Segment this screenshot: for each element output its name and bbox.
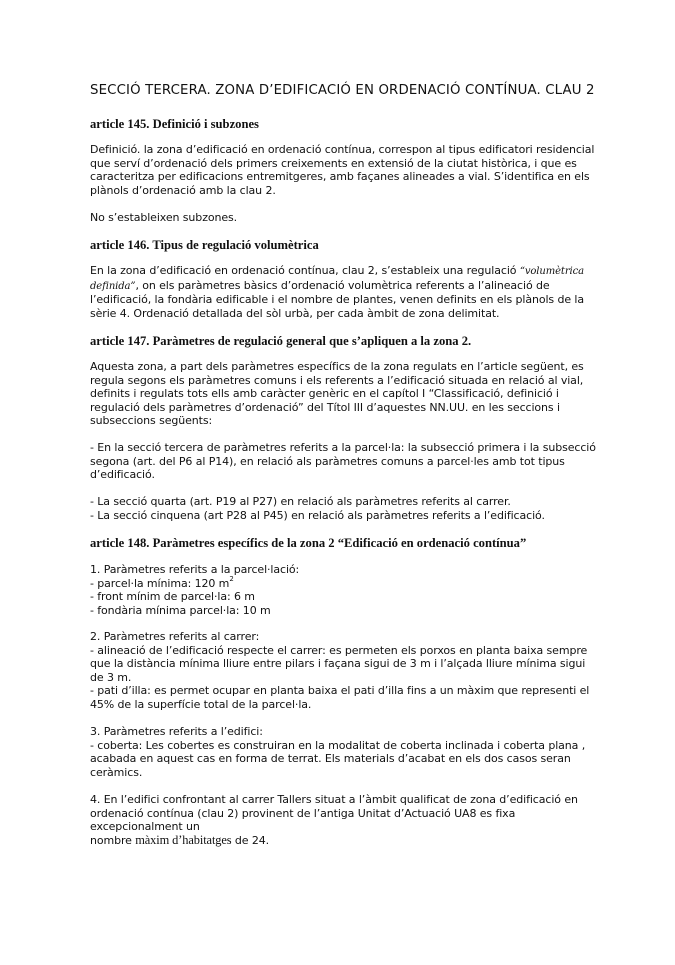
text-line: definits i regulats tots ells amb caràcter genèric en el capítol I “Classificació, definició i: [90, 387, 559, 401]
text-line: acabada en aquest cas en forma de terrat. Els materials d’acabat en els dos casos seran: [90, 752, 571, 766]
text-line: sèrie 4. Ordenació detallada del sòl urbà, per cada àmbit de zona delimitat.: [90, 306, 500, 320]
text-line: [90, 574, 595, 591]
text-line: caracteritza per edificacions entremitgeres, amb façanes alineades a vial. S’identifica en els: [90, 170, 590, 184]
text-line: d’edificació.: [90, 468, 155, 482]
text-line: 45% de la superfície total de la parcel·la.: [90, 697, 312, 711]
article-147-sections-four-five: [90, 495, 595, 522]
text-line: l’edificació, la fondària edificable i el nombre de plantes, venen definits en els plànols de la: [90, 293, 584, 307]
text-line: 3. Paràmetres referits a l’edifici:: [90, 725, 263, 738]
text-run: de 24.: [231, 833, 270, 847]
text-line: regula segons els paràmetres comuns i els referents a l’edificació situada en relació al vial,: [90, 373, 584, 387]
text-line: - fondària mínima parcel·la: 10 m: [90, 603, 271, 617]
text-run: nombre: [90, 833, 136, 847]
text-run: màxim d’habitatges: [135, 832, 232, 847]
text-line: - En la secció tercera de paràmetres referits a la parcel·la: la subsecció primera i la subsecció: [90, 441, 596, 454]
article-148-street-params: [90, 630, 595, 712]
text-line: 4. En l’edifici confrontant al carrer Tallers situat a l’àmbit qualificat de zona d’edificació en: [90, 793, 578, 806]
article-148-heading: article 148. Paràmetres específics de la zona 2 “Edificació en ordenació contínua”: [90, 536, 527, 550]
text-line: [90, 834, 595, 848]
article-148-parcel-params: [90, 563, 595, 617]
text-line: Definició. la zona d’edificació en ordenació contínua, correspon al tipus edificatori residencial: [90, 143, 595, 156]
text-line: [90, 279, 595, 294]
text-run: En la zona d’edificació en ordenació contínua, clau 2, s’estableix una regulació: [90, 264, 520, 277]
text-line: plànols d’ordenació amb la clau 2.: [90, 183, 276, 197]
text-line: - La secció cinquena (art P28 al P45) en relació als paràmetres referits a l’edificació.: [90, 508, 545, 522]
article-148-tallers-building: [90, 793, 595, 847]
text-line: que la distància mínima lliure entre pilars i façana sigui de 3 m i l’alçada lliure mínima sigui: [90, 657, 586, 671]
text-line: - La secció quarta (art. P19 al P27) en relació als paràmetres referits al carrer.: [90, 495, 511, 508]
text-line: 2. Paràmetres referits al carrer:: [90, 630, 260, 643]
text-line: de 3 m.: [90, 670, 132, 684]
text-line: - pati d’illa: es permet ocupar en planta baixa el pati d’illa fins a un màxim que representi el: [90, 684, 590, 698]
text-line: No s’estableixen subzones.: [90, 211, 238, 224]
text-line: subseccions següents:: [90, 414, 213, 428]
article-145-subzones: [90, 211, 595, 225]
superscript: 2: [229, 574, 234, 583]
text-run: , on els paràmetres bàsics d’ordenació volumètrica referents a l’alineació de: [135, 278, 550, 292]
text-line: 1. Paràmetres referits a la parcel·lació:: [90, 563, 300, 576]
text-line: ceràmics.: [90, 765, 143, 779]
text-line: segona (art. del P6 al P14), en relació als paràmetres comuns a parcel·les amb tot tipus: [90, 454, 565, 468]
article-146-heading: article 146. Tipus de regulació volumètrica: [90, 238, 319, 252]
italic-term: “volumètrica: [519, 266, 584, 277]
article-147-section-three: [90, 441, 595, 482]
text-line: - coberta: Les cobertes es construiran en la modalitat de coberta inclinada i coberta plana ,: [90, 738, 586, 752]
article-147-heading: article 147. Paràmetres de regulació general que s’apliquen a la zona 2.: [90, 334, 472, 348]
text-line: excepcionalment un: [90, 820, 200, 834]
text-line: [90, 264, 595, 279]
text-line: ordenació contínua (clau 2) provinent de l’antiga Unitat d’Actuació UA8 es fixa: [90, 806, 516, 820]
text-line: Aquesta zona, a part dels paràmetres específics de la zona regulats en l’article següent, es: [90, 360, 584, 373]
text-line: que serví d’ordenació dels primers creixements en extensió de la ciutat històrica, i que es: [90, 156, 577, 170]
italic-term: definida”: [90, 280, 136, 292]
text-run: - parcel·la mínima: 120 m: [90, 576, 230, 590]
article-146-text: [90, 264, 595, 320]
text-line: - front mínim de parcel·la: 6 m: [90, 590, 255, 604]
article-145-heading: article 145. Definició i subzones: [90, 117, 259, 131]
text-line: - alineació de l’edificació respecte el carrer: es permeten els porxos en planta baixa sempre: [90, 643, 588, 657]
section-title: SECCIÓ TERCERA. ZONA D’EDIFICACIÓ EN ORDENACIÓ CONTÍNUA. CLAU 2: [90, 83, 595, 98]
article-148-building-params: [90, 725, 595, 779]
article-147-intro: [90, 360, 595, 428]
text-line: regulació dels paràmetres d’ordenació” del Títol III d’aquestes NN.UU. en les seccions i: [90, 400, 560, 414]
article-145-definition: [90, 143, 595, 197]
